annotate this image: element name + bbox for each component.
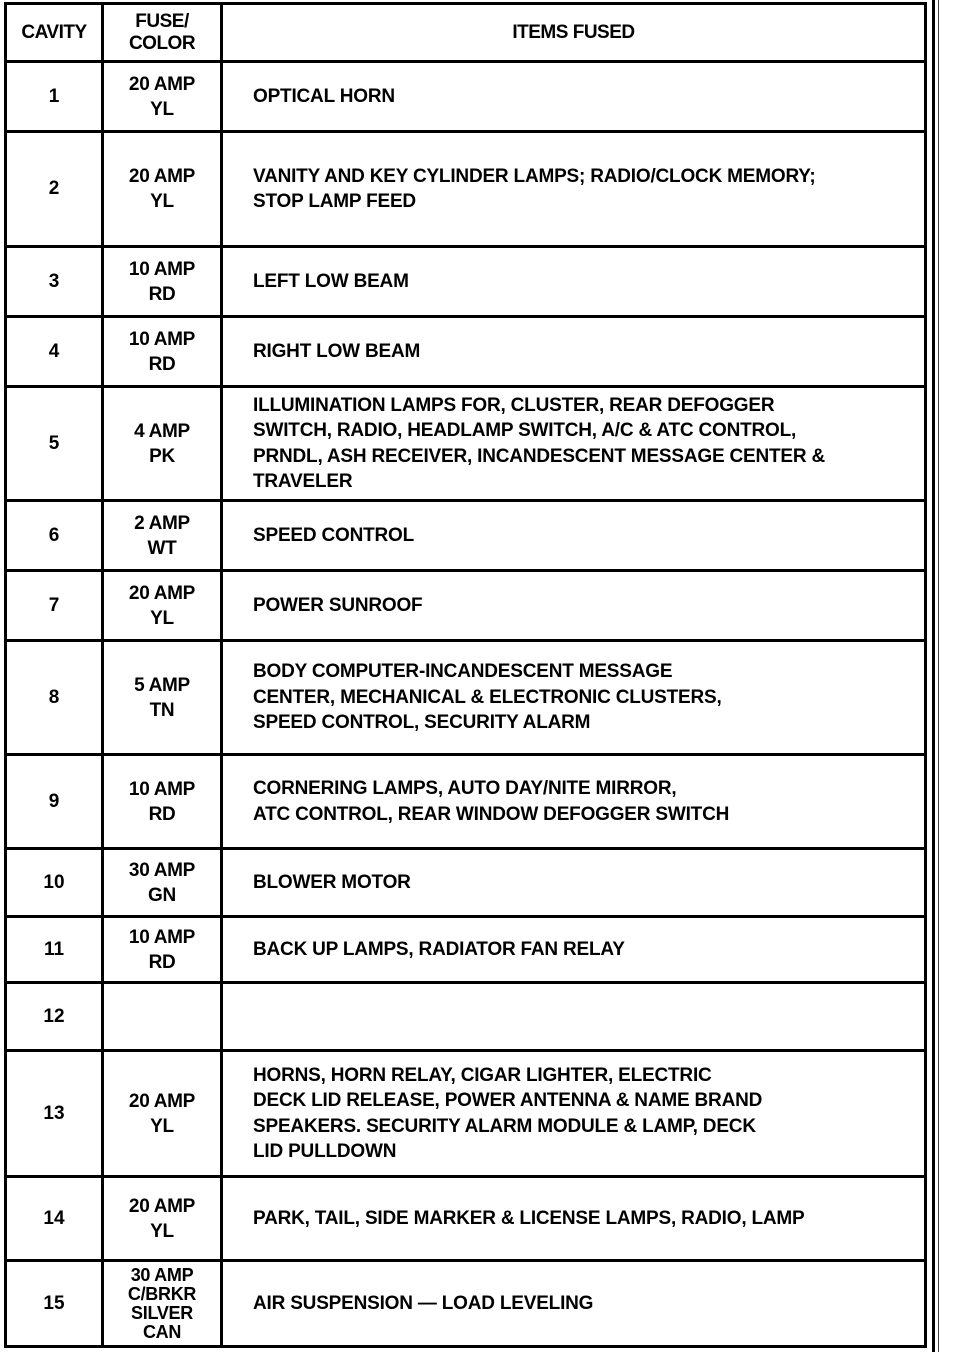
header-fuse-line2: COLOR [128,32,196,54]
fuse-line: RD [148,283,176,305]
fuse-line: PK [149,445,175,467]
items-fused-cell [222,849,926,917]
fuse-line: RD [148,353,176,375]
items-fused-cell [222,571,926,641]
fuse-line: 2 AMP [134,512,190,534]
items-line: BODY COMPUTER-INCANDESCENT MESSAGE [253,661,673,683]
fuse-line: YL [150,607,174,629]
items-line: ATC CONTROL, REAR WINDOW DEFOGGER SWITCH [253,803,730,825]
table-row [6,62,926,132]
fuse-line: C/BRKR [127,1283,197,1304]
fuse-line: 10 AMP [128,926,196,948]
fuse-color-cell [103,917,222,983]
right-border-rule-thin [938,0,939,1352]
table-row [6,755,926,849]
fuse-line: 20 AMP [128,1195,196,1217]
fuse-color-cell [103,983,222,1051]
table-row [6,317,926,387]
items-line: POWER SUNROOF [253,594,423,616]
items-fused-cell [222,755,926,849]
items-line: PARK, TAIL, SIDE MARKER & LICENSE LAMPS, RADIO, LAMP [253,1207,805,1229]
fuse-color-cell [103,132,222,247]
cavity-number: 13 [6,1051,103,1177]
fuse-color-cell [103,1051,222,1177]
fuse-line: 10 AMP [128,258,196,280]
items-line: SWITCH, RADIO, HEADLAMP SWITCH, A/C & ATC CONTROL, [253,420,797,441]
items-line: BACK UP LAMPS, RADIATOR FAN RELAY [253,938,625,960]
fuse-table [4,2,927,1348]
items-line: SPEED CONTROL, SECURITY ALARM [253,712,591,734]
fuse-line: 30 AMP [130,1264,194,1285]
table-row [6,641,926,755]
header-row [6,4,926,62]
items-line: AIR SUSPENSION — LOAD LEVELING [253,1292,594,1314]
items-line: DECK LID RELEASE, POWER ANTENNA & NAME BRAND [253,1090,763,1111]
fuse-color-cell [103,1177,222,1261]
fuse-line: 20 AMP [128,582,196,604]
items-line: LID PULLDOWN [253,1141,397,1162]
fuse-line: RD [148,803,176,825]
table-row [6,387,926,501]
table-row [6,917,926,983]
fuse-line: 30 AMP [128,859,196,881]
items-fused-cell [222,1261,926,1347]
cavity-number: 1 [6,62,103,132]
items-fused-cell [222,62,926,132]
cavity-number: 10 [6,849,103,917]
fuse-color-cell [103,247,222,317]
table-row [6,132,926,247]
items-fused-cell [222,1051,926,1177]
fuse-line: 10 AMP [128,328,196,350]
cavity-number: 15 [6,1261,103,1347]
header-cavity: CAVITY [6,4,103,62]
fuse-line: SILVER [131,1302,193,1323]
fuse-color-cell [103,317,222,387]
fuse-line: 20 AMP [128,1090,196,1112]
cavity-number: 8 [6,641,103,755]
table-row [6,849,926,917]
items-line: LEFT LOW BEAM [253,270,409,292]
header-items-fused: ITEMS FUSED [222,4,926,62]
items-line: CORNERING LAMPS, AUTO DAY/NITE MIRROR, [253,778,677,799]
items-fused-cell [222,132,926,247]
items-line: ILLUMINATION LAMPS FOR, CLUSTER, REAR DEFOGGER [253,394,775,416]
items-fused-cell [222,983,926,1051]
fuse-color-cell [103,1261,222,1347]
items-line: HORNS, HORN RELAY, CIGAR LIGHTER, ELECTRIC [253,1064,712,1086]
cavity-number: 11 [6,917,103,983]
cavity-number: 12 [6,983,103,1051]
cavity-number: 7 [6,571,103,641]
header-fuse-line1: FUSE/ [135,10,189,32]
table-row [6,1177,926,1261]
items-fused-cell [222,917,926,983]
fuse-color-cell [103,849,222,917]
fuse-line: RD [148,951,176,973]
fuse-line: 4 AMP [134,420,190,442]
fuse-line: TN [149,699,175,721]
cavity-number: 6 [6,501,103,571]
cavity-number: 4 [6,317,103,387]
fuse-line: WT [147,537,177,559]
items-fused-cell [222,501,926,571]
items-line: VANITY AND KEY CYLINDER LAMPS; RADIO/CLOCK MEMORY; [253,165,816,187]
items-line: SPEED CONTROL [253,524,415,546]
fuse-table-body [6,62,926,1347]
fuse-line: YL [150,191,174,212]
items-line: PRNDL, ASH RECEIVER, INCANDESCENT MESSAGE CENTER & [253,445,826,467]
cavity-number: 5 [6,387,103,501]
fuse-line: 5 AMP [134,674,190,696]
table-row [6,571,926,641]
items-line: CENTER, MECHANICAL & ELECTRONIC CLUSTERS, [253,686,722,708]
fuse-line: 20 AMP [128,73,196,95]
items-fused-cell [222,317,926,387]
fuse-line: YL [150,1115,174,1137]
table-row [6,983,926,1051]
table-row [6,1051,926,1177]
fuse-color-cell [103,641,222,755]
items-fused-cell [222,641,926,755]
fuse-color-cell [103,62,222,132]
cavity-number: 14 [6,1177,103,1261]
fuse-color-cell [103,755,222,849]
items-line: STOP LAMP FEED [253,191,416,212]
fuse-line: CAN [142,1321,182,1342]
fuse-line: YL [150,1220,174,1242]
fuse-color-cell [103,387,222,501]
items-line: TRAVELER [253,471,353,492]
table-row [6,501,926,571]
items-line: OPTICAL HORN [253,85,395,107]
cavity-number: 2 [6,132,103,247]
items-fused-cell [222,387,926,501]
header-fuse-color [103,4,222,62]
cavity-number: 9 [6,755,103,849]
cavity-number: 3 [6,247,103,317]
items-fused-cell [222,1177,926,1261]
table-row [6,247,926,317]
table-row [6,1261,926,1347]
fuse-line: GN [148,884,176,906]
fuse-line: 10 AMP [128,778,196,800]
items-line: RIGHT LOW BEAM [253,340,421,362]
fuse-line: YL [150,98,174,120]
items-line: BLOWER MOTOR [253,871,411,893]
items-line: SPEAKERS. SECURITY ALARM MODULE & LAMP, DECK [253,1115,756,1137]
fuse-line: 20 AMP [128,166,196,187]
items-fused-cell [222,247,926,317]
fuse-color-cell [103,501,222,571]
right-border-rule [932,0,935,1352]
fuse-color-cell [103,571,222,641]
